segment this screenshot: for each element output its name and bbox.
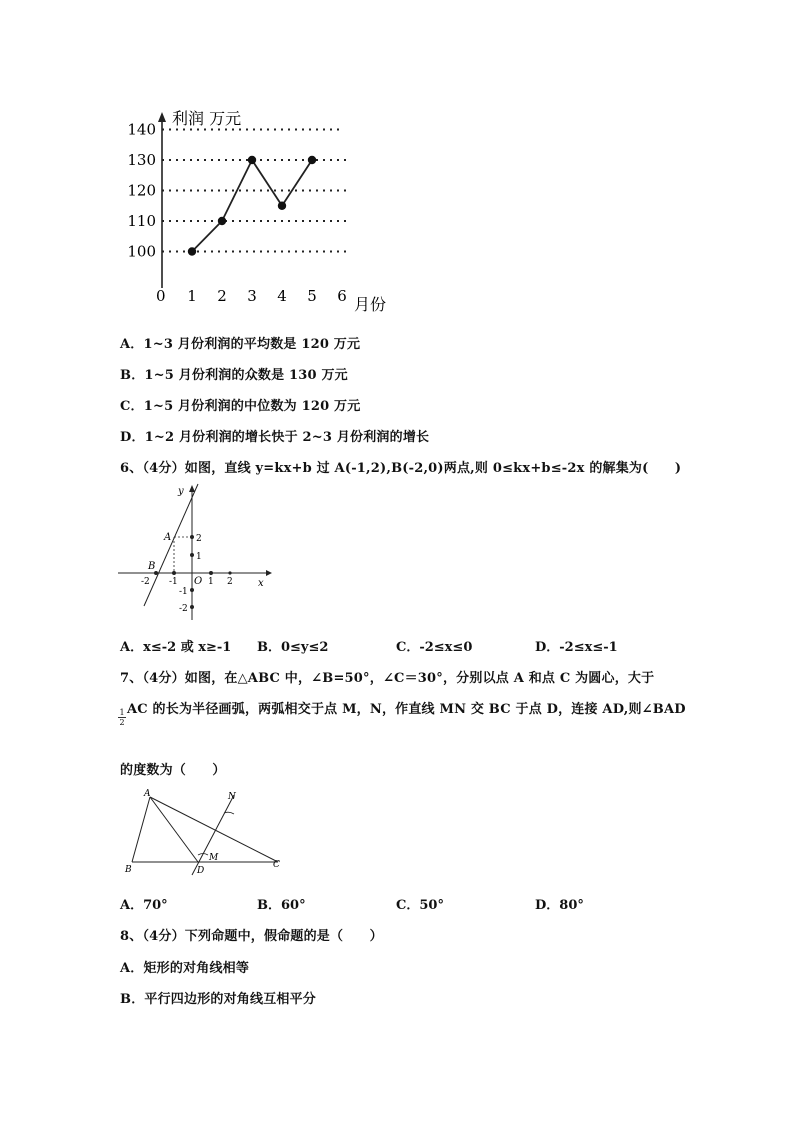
chart-data-point [308, 156, 316, 164]
chart-data-point [188, 247, 196, 255]
q7-option-d: D．80° [535, 898, 584, 913]
q6-point-b-label: B [148, 561, 156, 572]
chart-data-point [218, 217, 226, 225]
chart-y-axis-arrow-icon [158, 112, 166, 122]
q8-stem: 8、（4分）下列命题中，假命题的是（ ） [120, 929, 383, 944]
q7-stem-line3: 的度数为（ ） [120, 763, 226, 778]
q6-xtick-neg2: -2 [141, 577, 150, 587]
q5-option-d: D．1~2 月份利润的增长快于 2~3 月份利润的增长 [120, 430, 430, 445]
q6-option-c: C．-2≤x≤0 [396, 640, 473, 655]
chart-y-axis-label: 利润 万元 [172, 109, 242, 128]
q6-tick-dot-2 [228, 571, 231, 574]
q6-tick-dot-neg1 [172, 571, 176, 575]
chart-origin-label: 0 [156, 287, 166, 305]
q5-option-c: C．1~5 月份利润的中位数为 120 万元 [120, 399, 361, 414]
q7-label-n: N [228, 792, 236, 802]
q7-line-mn [192, 795, 234, 875]
chart-x-tick-label: 4 [277, 287, 287, 305]
chart-y-tick-label: 120 [127, 181, 156, 200]
chart-x-tick-label: 5 [307, 287, 317, 305]
q8-option-b: B．平行四边形的对角线互相平分 [120, 992, 316, 1007]
q7-triangle-figure [120, 785, 295, 880]
q6-y-arrow-icon [189, 485, 195, 492]
q6-ytick-2: 2 [196, 534, 202, 544]
profit-line-chart [120, 100, 400, 320]
q7-label-d: D [197, 866, 205, 876]
q6-option-a: A．x≤-2 或 x≥-1 [120, 640, 232, 655]
q7-stem-line2: AC 的长为半径画弧，两弧相交于点 M，N，作直线 MN 交 BC 于点 D，连接 AD,则∠BAD [127, 702, 686, 717]
chart-y-tick-label: 140 [127, 120, 156, 139]
q7-option-c: C．50° [396, 898, 444, 913]
q7-stem-line1: 7、（4分）如图，在△ABC 中，∠B=50°，∠C＝30°，分别以点 A 和点 C 为圆心，大于 [120, 671, 655, 686]
q7-frac-num: 1 [119, 708, 125, 717]
q7-fraction-one-half [118, 708, 126, 727]
chart-x-tick-label: 2 [217, 287, 227, 305]
q6-point-a-label: A [164, 532, 172, 543]
chart-x-tick-label: 6 [337, 287, 347, 305]
chart-x-tick-label: 1 [187, 287, 197, 305]
q6-tick-dot-1 [209, 571, 213, 575]
chart-data-point [278, 202, 286, 210]
q7-label-a: A [144, 789, 151, 799]
q6-xtick-2: 2 [227, 577, 233, 587]
q6-tick-dot-y2 [190, 535, 194, 539]
q6-line-kx-b [144, 484, 198, 606]
q6-origin-label: O [194, 576, 203, 587]
q7-arc-n [224, 812, 234, 814]
q5-option-b: B．1~5 月份利润的众数是 130 万元 [120, 368, 348, 383]
q7-label-b: B [125, 865, 132, 875]
chart-y-tick-label: 130 [127, 151, 156, 169]
q6-option-b: B．0≤y≤2 [257, 640, 329, 655]
q7-label-c: C [273, 860, 280, 870]
chart-series-line [192, 160, 312, 252]
q6-option-d: D．-2≤x≤-1 [535, 640, 618, 655]
q6-tick-dot-y1 [190, 553, 194, 557]
q6-x-label: x [258, 578, 264, 589]
chart-x-tick-label: 3 [247, 287, 257, 305]
q6-y-label: y [178, 486, 184, 497]
q7-option-a: A．70° [120, 898, 168, 913]
chart-x-axis-label: 月份 [354, 295, 387, 314]
q6-xtick-1: 1 [208, 577, 214, 587]
q6-x-arrow-icon [266, 570, 272, 576]
q6-stem: 6、（4分）如图，直线 y=kx+b 过 A(-1,2),B(-2,0)两点,则 0≤kx+b≤-2x 的解集为( ) [120, 461, 682, 476]
chart-y-tick-label: 100 [127, 242, 156, 261]
q6-ytick-neg2: -2 [179, 604, 188, 614]
chart-data-point [248, 156, 256, 164]
q8-option-a: A．矩形的对角线相等 [120, 961, 250, 976]
q6-ytick-1: 1 [196, 552, 202, 562]
q7-label-m: M [209, 853, 219, 863]
q6-tick-dot-yneg1 [190, 588, 194, 592]
q7-option-b: B．60° [257, 898, 306, 913]
q7-side-ab [132, 797, 150, 862]
q6-tick-dot-yneg2 [190, 605, 194, 609]
q6-coordinate-figure [116, 480, 276, 630]
q7-frac-den: 2 [119, 718, 125, 727]
q5-option-a: A．1~3 月份利润的平均数是 120 万元 [120, 337, 361, 352]
q6-xtick-neg1: -1 [169, 577, 178, 587]
q7-segment-ad [150, 797, 198, 862]
q6-ytick-neg1: -1 [179, 587, 188, 597]
chart-y-tick-label: 110 [127, 212, 156, 230]
